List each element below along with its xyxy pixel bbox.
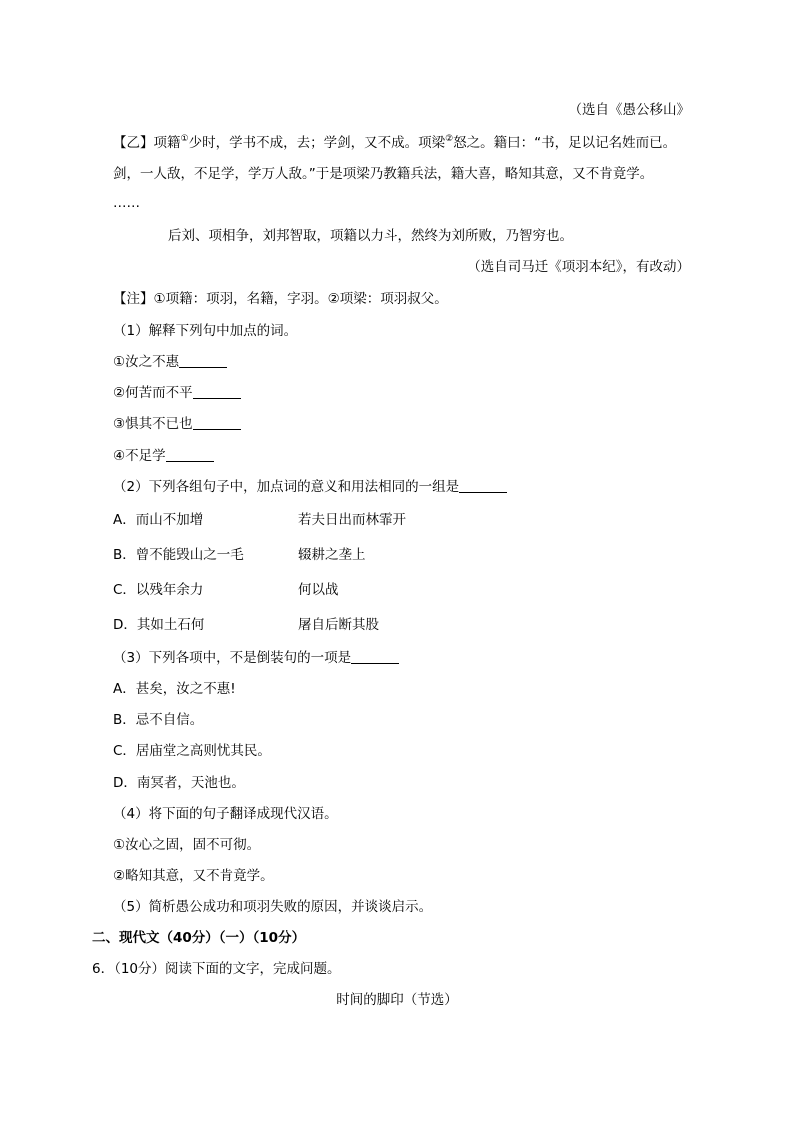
question-2-option-b — [113, 545, 673, 565]
question-3-option-a: A．甚矣，汝之不惠! — [113, 681, 236, 697]
stem-text: （3）下列各项中，不是倒装句的一项是 — [113, 650, 352, 666]
question-3-stem — [113, 648, 399, 668]
annotation-note: 【注】①项籍：项羽，名籍，字羽。②项梁：项羽叔父。 — [113, 291, 448, 307]
answer-blank[interactable] — [459, 478, 507, 493]
question-2-option-a — [113, 510, 673, 530]
item-text: ②何苦而不平 — [113, 385, 193, 401]
question-3-option-b: B．忌不自信。 — [113, 712, 204, 728]
passage-yi-text: 【乙】项籍 — [113, 135, 181, 151]
question-2-stem — [113, 477, 507, 497]
option-text: B．曾不能毁山之一毛 — [113, 547, 244, 563]
passage-yi-line-2: 剑，一人敌，不足学，学万人敌。”于是项梁乃教籍兵法，籍大喜，略知其意，又不肯竟学。 — [113, 166, 654, 182]
article-title: 时间的脚印（节选） — [336, 992, 458, 1008]
passage-ellipsis: …… — [113, 195, 140, 211]
question-1-item — [113, 414, 241, 434]
item-text: ③惧其不已也 — [113, 416, 193, 432]
answer-blank[interactable] — [193, 415, 241, 430]
source-citation-2: （选自司马迁《项羽本纪》，有改动） — [467, 259, 690, 275]
question-5-stem: （5）简析愚公成功和项羽失败的原因，并谈谈启示。 — [113, 899, 433, 915]
question-4-item: ②略知其意，又不肯竟学。 — [113, 868, 274, 884]
question-4-item: ①汝心之固，固不可彻。 — [113, 837, 261, 853]
passage-yi-text: 少时，学书不成，去；学剑，又不成。项梁 — [188, 135, 446, 151]
question-1-item — [113, 446, 214, 466]
question-2-option-d — [113, 615, 673, 635]
question-1-item — [113, 352, 227, 372]
answer-blank[interactable] — [166, 447, 214, 462]
source-citation-1: （选自《愚公移山》 — [568, 102, 690, 118]
item-text: ④不足学 — [113, 448, 166, 464]
option-text: A．而山不加增 — [113, 512, 204, 528]
section-heading: 二、现代文（40分）（一）（10分） — [92, 930, 306, 946]
question-3-option-c: C．居庙堂之高则忧其民。 — [113, 743, 271, 759]
answer-blank[interactable] — [351, 649, 399, 664]
question-3-option-d: D．南冥者，天池也。 — [113, 775, 245, 791]
question-1-item — [113, 383, 241, 403]
option-text: 屠自后断其股 — [298, 617, 379, 633]
passage-yi-text: 怒之。籍曰：“书，足以记名姓而已。 — [453, 135, 677, 151]
option-text: D．其如土石何 — [113, 617, 205, 633]
footnote-marker-2: ② — [445, 134, 454, 144]
option-text: 辍耕之垄上 — [298, 547, 366, 563]
question-6-stem: 6．（10分）阅读下面的文字，完成问题。 — [92, 961, 341, 977]
option-text: 若夫日出而林霏开 — [298, 512, 406, 528]
question-4-stem: （4）将下面的句子翻译成现代汉语。 — [113, 806, 338, 822]
footnote-marker-1: ① — [180, 134, 189, 144]
passage-yi-line-1 — [113, 133, 676, 153]
option-text: 何以战 — [298, 582, 339, 598]
passage-yi-line-3: 后刘、项相争，刘邦智取，项籍以力斗，然终为刘所败，乃智穷也。 — [168, 228, 573, 244]
answer-blank[interactable] — [193, 384, 241, 399]
question-1-stem: （1）解释下列句中加点的词。 — [113, 323, 298, 339]
question-2-option-c — [113, 580, 673, 600]
stem-text: （2）下列各组句子中，加点词的意义和用法相同的一组是 — [113, 479, 460, 495]
item-text: ①汝之不惠 — [113, 354, 180, 370]
answer-blank[interactable] — [179, 353, 227, 368]
option-text: C．以残年余力 — [113, 582, 204, 598]
